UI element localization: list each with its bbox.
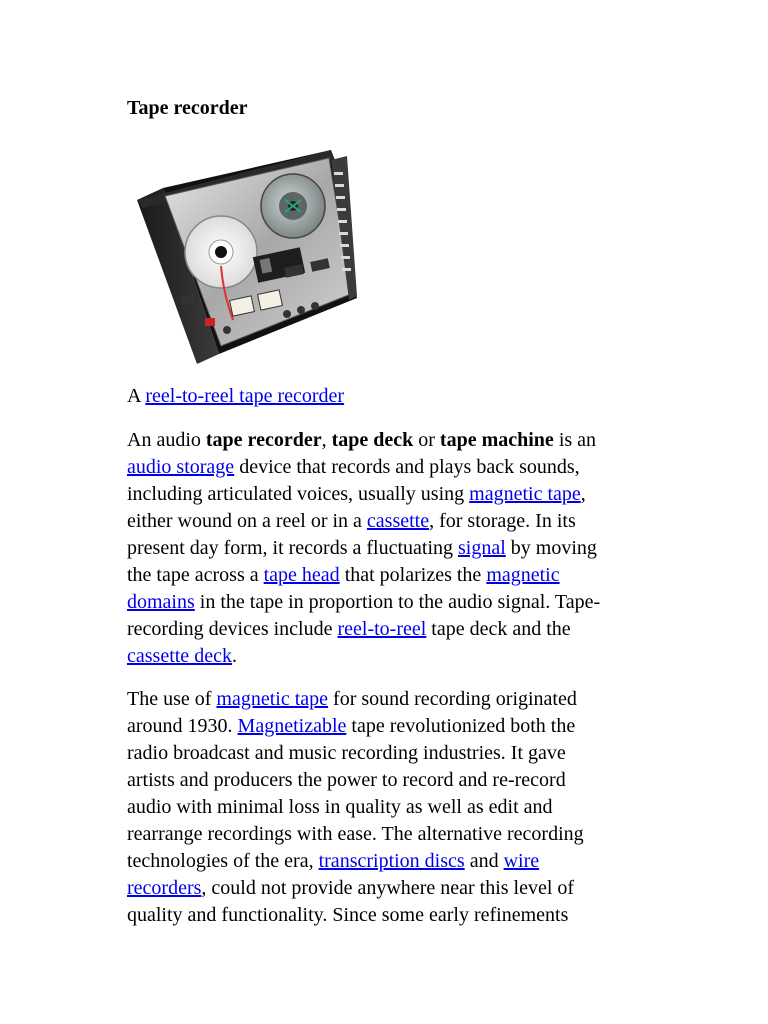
text-run: radio broadcast and music recording industries. It gave [127, 742, 566, 764]
text-run: by moving [505, 537, 597, 559]
text-line [127, 508, 600, 535]
text-run: The use of [127, 688, 217, 710]
bold-term-tape-machine: tape machine [439, 429, 554, 451]
text-run: artists and producers the power to record and re-record [127, 769, 566, 791]
text-line [127, 454, 600, 481]
text-run: quality and functionality. Since some early refinements [127, 904, 569, 926]
text-line [127, 643, 600, 670]
text-line [127, 427, 600, 454]
text-run: recording devices include [127, 618, 338, 640]
text-line [127, 535, 600, 562]
text-run: that polarizes the [339, 564, 487, 586]
text-run: including articulated voices, usually using [127, 483, 470, 505]
caption-link-reel-to-reel-tape-recorder[interactable]: reel-to-reel tape recorder [145, 385, 345, 407]
text-run: , [321, 429, 332, 451]
link-magnetic-domains[interactable]: domains [127, 591, 195, 613]
image-caption [127, 383, 344, 409]
article-title: Tape recorder [127, 97, 248, 119]
text-line [127, 902, 584, 929]
text-line [127, 740, 584, 767]
text-run: technologies of the era, [127, 850, 319, 872]
text-run: for sound recording originated [328, 688, 577, 710]
text-run: or [413, 429, 440, 451]
text-run: . [231, 645, 237, 667]
text-line [127, 848, 584, 875]
bold-term-tape-recorder: tape recorder [205, 429, 322, 451]
text-run: present day form, it records a fluctuating [127, 537, 458, 559]
link-wire-recorders[interactable]: wire [503, 850, 540, 872]
text-run: in the tape in proportion to the audio signal. Tape- [194, 591, 601, 613]
text-run: , for storage. In its [429, 510, 576, 532]
text-line [127, 821, 584, 848]
link-signal[interactable]: signal [458, 537, 506, 559]
text-run: around 1930. [127, 715, 238, 737]
text-run: either wound on a reel or in a [127, 510, 367, 532]
text-line [127, 562, 600, 589]
text-run: An audio [127, 429, 206, 451]
text-run: is an [553, 429, 597, 451]
paragraph-history [127, 686, 584, 929]
link-cassette[interactable]: cassette [366, 510, 430, 532]
link-tape-head[interactable]: tape head [263, 564, 340, 586]
bold-term-tape-deck: tape deck [331, 429, 414, 451]
tape-recorder-icon [135, 148, 357, 368]
text-run: audio with minimal loss in quality as well as edit and [127, 796, 553, 818]
link-magnetic-tape[interactable]: magnetic tape [216, 688, 329, 710]
text-line [127, 713, 584, 740]
text-run: device that records and plays back sounds, [234, 456, 580, 478]
link-transcription-discs[interactable]: transcription discs [318, 850, 465, 872]
link-cassette-deck[interactable]: cassette deck [127, 645, 232, 667]
link-reel-to-reel[interactable]: reel-to-reel [337, 618, 427, 640]
text-line [127, 686, 584, 713]
link-magnetic-domains[interactable]: magnetic [486, 564, 560, 586]
text-run: tape revolutionized both the [346, 715, 576, 737]
text-run: tape deck and the [426, 618, 571, 640]
text-run: , could not provide anywhere near this level of [201, 877, 575, 899]
tape-recorder-image [135, 148, 357, 368]
text-line [127, 589, 600, 616]
text-run: , [580, 483, 586, 505]
text-run: the tape across a [127, 564, 264, 586]
paragraph-intro [127, 427, 600, 670]
text-line [127, 875, 584, 902]
link-audio-storage[interactable]: audio storage [127, 456, 235, 478]
text-line [127, 767, 584, 794]
text-line [127, 616, 600, 643]
text-run: rearrange recordings with ease. The alternative recording [127, 823, 584, 845]
link-magnetizable[interactable]: Magnetizable [237, 715, 347, 737]
link-wire-recorders[interactable]: recorders [127, 877, 202, 899]
link-magnetic-tape[interactable]: magnetic tape [469, 483, 581, 505]
text-line [127, 794, 584, 821]
caption-prefix: A [127, 385, 141, 407]
text-run: and [464, 850, 504, 872]
text-line [127, 481, 600, 508]
